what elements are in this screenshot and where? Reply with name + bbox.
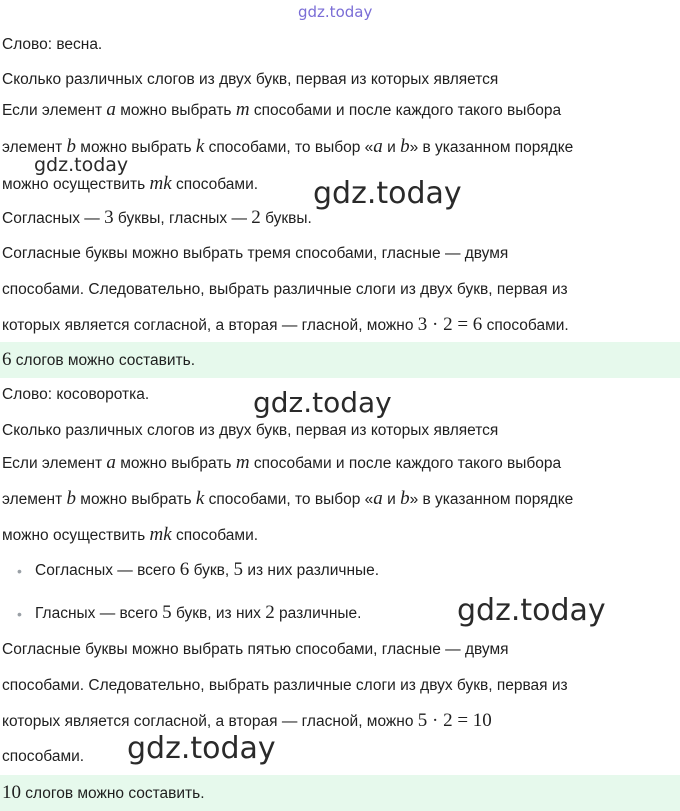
- watermark: gdz.today: [313, 176, 462, 211]
- var-b: b: [400, 136, 410, 157]
- rule-line-1: Если элемент a можно выбрать m способами и после каждого такого выбора: [2, 99, 562, 120]
- explanation-line-4: способами.: [2, 748, 85, 765]
- watermark-top: gdz.today: [298, 3, 373, 21]
- var-k: k: [195, 488, 205, 509]
- bullet-dot: •: [17, 606, 22, 622]
- bullet-dot: •: [17, 563, 22, 579]
- var-a: a: [106, 99, 116, 120]
- explanation-line-2: способами. Следовательно, выбрать различные слоги из двух букв, первая из: [2, 281, 568, 298]
- explanation-line-3: которых является согласной, а вторая — гласной, можно 5 · 2 = 10: [2, 710, 492, 731]
- counts-line: Согласных — 3 буквы, гласных — 2 буквы.: [2, 207, 312, 228]
- var-m: m: [235, 99, 250, 120]
- word-line: Слово: весна.: [2, 36, 103, 53]
- explanation-line-2: способами. Следовательно, выбрать различные слоги из двух букв, первая из: [2, 677, 568, 694]
- explanation-line-3: которых является согласной, а вторая — гласной, можно 3 · 2 = 6 способами.: [2, 314, 569, 335]
- var-b: b: [400, 488, 410, 509]
- var-b: b: [66, 488, 76, 509]
- watermark: gdz.today: [34, 154, 129, 176]
- rule-line-1: Если элемент a можно выбрать m способами и после каждого такого выбора: [2, 452, 562, 473]
- formula: 5 · 2 = 10: [417, 710, 492, 731]
- list-item: Гласных — всего 5 букв, из них 2 различные.: [35, 602, 362, 623]
- var-m: m: [235, 452, 250, 473]
- var-a: a: [373, 488, 383, 509]
- answer-text: 6 слогов можно составить.: [2, 349, 196, 370]
- answer-box: [0, 775, 680, 811]
- question-line: Сколько различных слогов из двух букв, первая из которых является: [2, 422, 499, 439]
- rule-line-2: элемент b можно выбрать k способами, то выбор «a и b» в указанном порядке: [2, 136, 574, 157]
- var-b: b: [66, 136, 76, 157]
- answer-text: 10 слогов можно составить.: [2, 782, 205, 803]
- answer-box: [0, 342, 680, 378]
- rule-line-3: можно осуществить mk способами.: [2, 524, 259, 545]
- question-line: Сколько различных слогов из двух букв, первая из которых является: [2, 71, 499, 88]
- var-a: a: [106, 452, 116, 473]
- formula: 3 · 2 = 6: [417, 314, 483, 335]
- vowel-count: 2: [251, 207, 261, 228]
- rule-line-3: можно осуществить mk способами.: [2, 173, 259, 194]
- explanation-line-1: Согласные буквы можно выбрать пятью способами, гласные — двумя: [2, 641, 509, 658]
- watermark: gdz.today: [457, 593, 606, 628]
- watermark: gdz.today: [253, 386, 392, 419]
- list-item: Согласных — всего 6 букв, 5 из них различные.: [35, 559, 380, 580]
- explanation-line-1: Согласные буквы можно выбрать тремя способами, гласные — двумя: [2, 245, 509, 262]
- consonant-count: 3: [104, 207, 114, 228]
- var-k: k: [195, 136, 205, 157]
- var-mk: mk: [149, 524, 172, 545]
- var-a: a: [373, 136, 383, 157]
- rule-line-2: элемент b можно выбрать k способами, то выбор «a и b» в указанном порядке: [2, 488, 574, 509]
- watermark: gdz.today: [127, 731, 276, 766]
- word-line: Слово: косоворотка.: [2, 386, 150, 403]
- var-mk: mk: [149, 173, 172, 194]
